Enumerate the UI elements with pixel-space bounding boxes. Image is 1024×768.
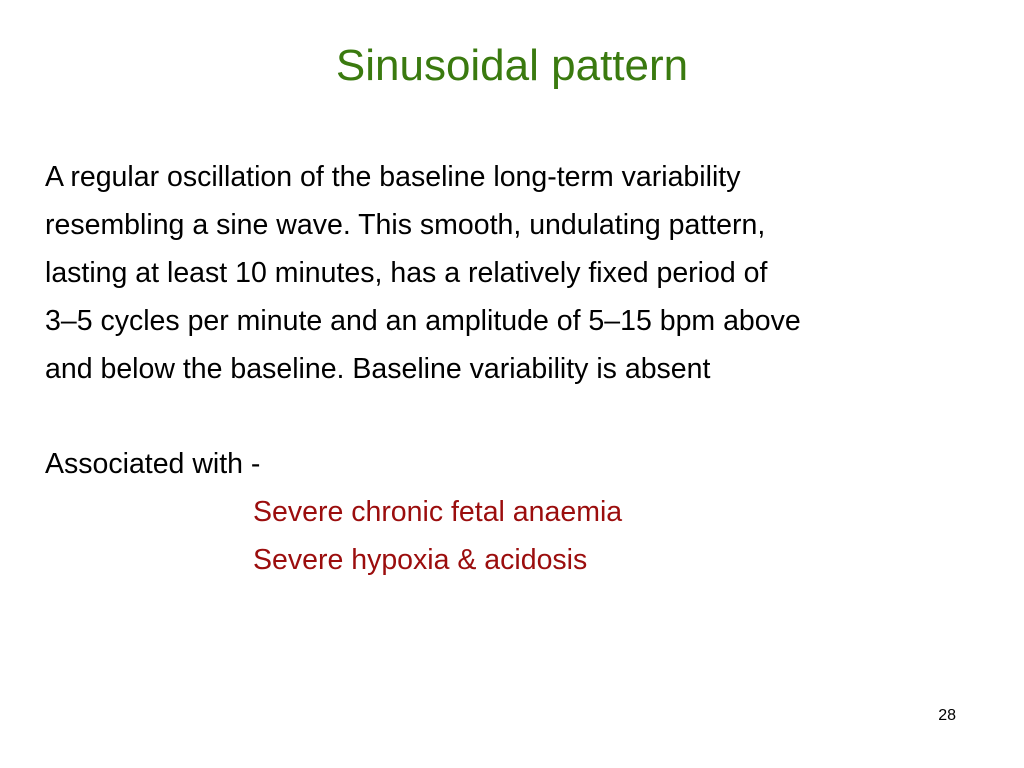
- associated-condition-item: Severe chronic fetal anaemia: [253, 496, 623, 528]
- description-line: 3–5 cycles per minute and an amplitude of 5–15 bpm above: [45, 305, 801, 337]
- page-number: 28: [938, 707, 956, 724]
- associated-condition-item: Severe hypoxia & acidosis: [253, 544, 588, 576]
- associated-with-label: Associated with -: [45, 448, 261, 480]
- description-line: resembling a sine wave. This smooth, undulating pattern,: [45, 209, 766, 241]
- description-line: and below the baseline. Baseline variability is absent: [45, 353, 711, 385]
- associated-conditions-list: [253, 488, 622, 584]
- description-line: lasting at least 10 minutes, has a relatively fixed period of: [45, 257, 768, 289]
- description-line: A regular oscillation of the baseline long-term variability: [45, 161, 741, 193]
- slide-title: Sinusoidal pattern: [335, 41, 689, 90]
- description-paragraph: [45, 153, 1015, 393]
